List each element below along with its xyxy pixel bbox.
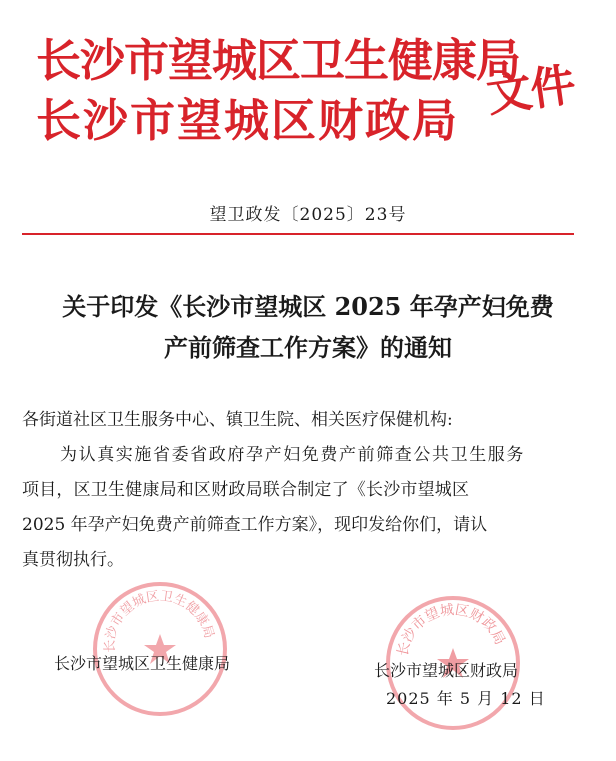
issuer-line-1: 长沙市望城区卫生健康局 [36, 34, 521, 87]
document-suffix: 文件 [483, 57, 578, 123]
greeting: 各街道社区卫生服务中心、镇卫生院、相关医疗保健机构: [22, 410, 453, 430]
issuer-line-2: 长沙市望城区财政局 [36, 94, 460, 147]
title-line-2: 产前筛查工作方案》的通知 [164, 333, 452, 362]
title-line-1: 关于印发《长沙市望城区 2025 年孕产妇免费 [62, 292, 554, 321]
signature-health-bureau: 长沙市望城区卫生健康局 [54, 654, 231, 673]
red-divider [22, 233, 574, 235]
official-seal-health-bureau [93, 582, 227, 716]
svg-text:长沙市望城区财政局: 长沙市望城区财政局 [394, 602, 508, 658]
document-number: 望卫政发〔2025〕23号 [209, 205, 407, 225]
body-line-2: 项目，区卫生健康局和区财政局联合制定了《长沙市望城区 [22, 480, 470, 500]
body-line-4: 真贯彻执行。 [22, 550, 124, 570]
signature-finance-bureau: 长沙市望城区财政局 [374, 661, 519, 680]
body-line-3: 2025 年孕产妇免费产前筛查工作方案》，现印发给你们，请认 [22, 515, 488, 535]
issue-date: 2025 年 5 月 12 日 [386, 689, 546, 708]
body-line-1: 为认真实施省委省政府孕产妇免费产前筛查公共卫生服务 [60, 445, 525, 465]
svg-text:长沙市望城区卫生健康局: 长沙市望城区卫生健康局 [102, 589, 217, 653]
